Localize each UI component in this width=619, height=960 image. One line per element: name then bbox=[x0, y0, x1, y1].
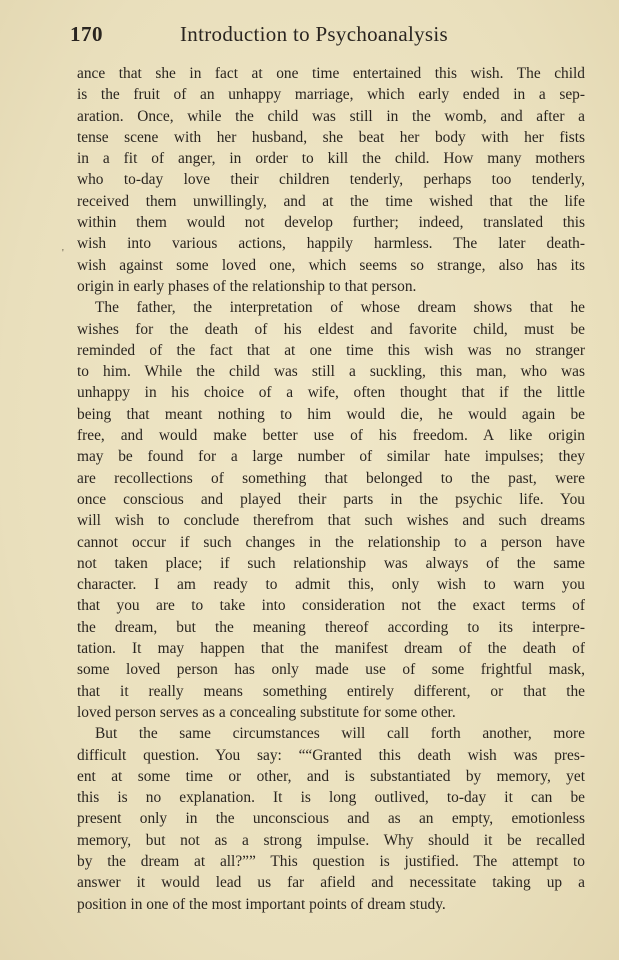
text-line: The father, the interpretation of whose dream shows that he bbox=[95, 299, 585, 317]
body-text bbox=[77, 63, 585, 915]
text-line: who to-day love their children tenderly, perhaps too tenderly, bbox=[77, 171, 585, 189]
text-line: position in one of the most important points of dream study. bbox=[77, 895, 446, 913]
text-line: in a fit of anger, in order to kill the child. How many mothers bbox=[77, 150, 585, 168]
text-line: difficult question. You say: ““Granted this death wish was pres- bbox=[77, 746, 585, 764]
text-line: origin in early phases of the relationship to that person. bbox=[77, 277, 417, 295]
text-line: wish against some loved one, which seems so strange, also has its bbox=[77, 256, 585, 274]
paragraph bbox=[77, 297, 585, 723]
text-line: wish into various actions, happily harmless. The later death- bbox=[77, 235, 585, 253]
text-line: But the same circumstances will call forth another, more bbox=[95, 725, 585, 743]
text-line: is the fruit of an unhappy marriage, which early ended in a sep- bbox=[77, 86, 585, 104]
text-line: unhappy in his choice of a wife, often thought that if the little bbox=[77, 384, 585, 402]
text-line: this is no explanation. It is long outlived, to-day it can be bbox=[77, 789, 585, 807]
text-line: some loved person has only made use of some frightful mask, bbox=[77, 661, 585, 679]
text-line: tense scene with her husband, she beat her body with her fists bbox=[77, 128, 585, 146]
text-line: will wish to conclude therefrom that such wishes and such dreams bbox=[77, 512, 585, 530]
paragraph bbox=[77, 723, 585, 915]
text-line: not taken place; if such relationship was always of the same bbox=[77, 554, 585, 572]
paragraph bbox=[77, 63, 585, 297]
text-line: ance that she in fact at one time entertained this wish. The child bbox=[77, 65, 585, 82]
text-line: by the dream at all?”” This question is justified. The attempt to bbox=[77, 852, 585, 870]
text-line: may be found for a large number of similar hate impulses; they bbox=[77, 448, 585, 466]
text-line: ent at some time or other, and is substantiated by memory, yet bbox=[77, 767, 585, 785]
text-line: cannot occur if such changes in the relationship to a person have bbox=[77, 533, 585, 551]
text-line: within them would not develop further; indeed, translated this bbox=[77, 214, 585, 232]
text-line: answer it would lead us far afield and necessitate taking up a bbox=[77, 874, 585, 892]
text-line: the dream, but the meaning thereof according to its interpre- bbox=[77, 618, 585, 636]
text-line: present only in the unconscious and as an empty, emotionless bbox=[77, 810, 585, 828]
text-line: that it really means something entirely different, or that the bbox=[77, 682, 585, 700]
text-line: aration. Once, while the child was still in the womb, and after a bbox=[77, 107, 585, 125]
text-line: to him. While the child was still a suckling, this man, who was bbox=[77, 363, 585, 381]
text-line: memory, but not as a strong impulse. Why should it be recalled bbox=[77, 831, 585, 849]
text-line: loved person serves as a concealing substitute for some other. bbox=[77, 703, 456, 721]
text-line: are recollections of something that belonged to the past, were bbox=[77, 469, 585, 487]
page-number: 170 bbox=[70, 22, 103, 46]
text-line: being that meant nothing to him would die, he would again be bbox=[77, 405, 585, 423]
text-line: character. I am ready to admit this, only wish to warn you bbox=[77, 576, 585, 594]
text-line: tation. It may happen that the manifest dream of the death of bbox=[77, 640, 585, 658]
text-line: reminded of the fact that at one time this wish was no stranger bbox=[77, 341, 585, 359]
text-line: received them unwillingly, and at the time wished that the life bbox=[77, 192, 585, 210]
text-line: once conscious and played their parts in the psychic life. You bbox=[77, 490, 585, 508]
running-title: Introduction to Psychoanalysis bbox=[180, 22, 448, 46]
text-line: free, and would make better use of his freedom. A like origin bbox=[77, 427, 585, 445]
page-header bbox=[70, 22, 590, 52]
text-line: wishes for the death of his eldest and favorite child, must be bbox=[77, 320, 585, 338]
margin-speck: ' bbox=[62, 248, 64, 259]
text-line: that you are to take into consideration not the exact terms of bbox=[77, 597, 585, 615]
